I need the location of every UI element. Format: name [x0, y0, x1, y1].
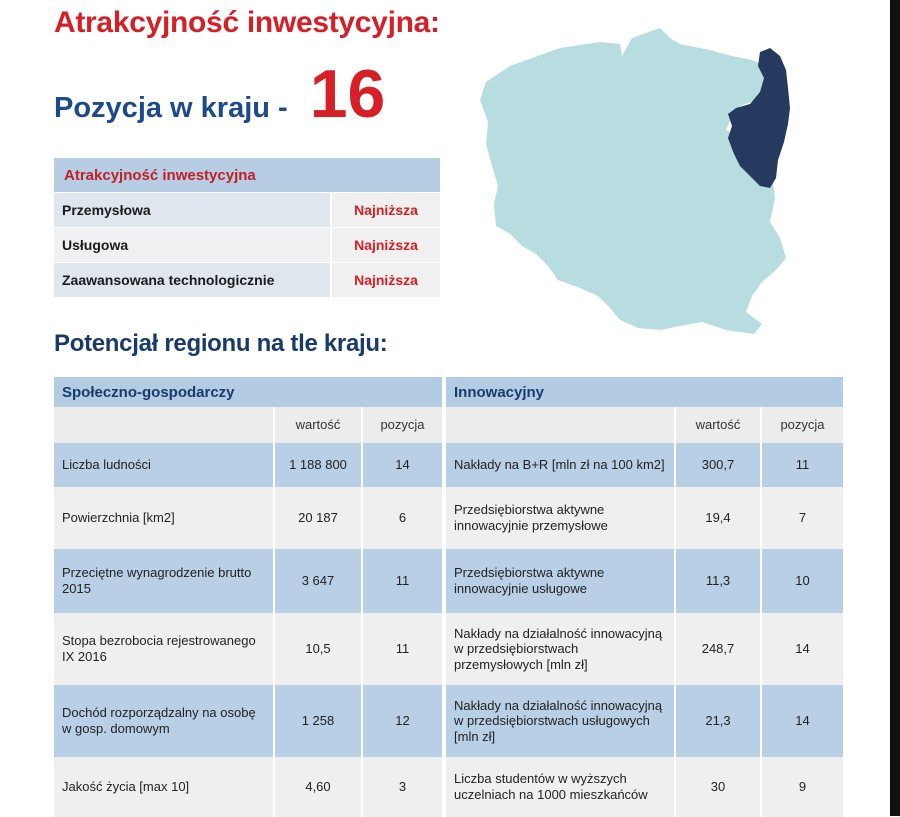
indicator-value: 248,7	[675, 613, 761, 685]
country-position	[54, 56, 386, 132]
attractiveness-label: Zaawansowana technologicznie	[54, 263, 331, 298]
table-row	[54, 685, 843, 757]
indicator-position: 14	[761, 685, 843, 757]
indicator-value: 30	[675, 757, 761, 817]
column-header-position: pozycja	[362, 407, 442, 443]
indicator-value: 19,4	[675, 487, 761, 549]
indicator-value: 3 647	[274, 549, 362, 613]
page-edge	[890, 0, 900, 816]
indicator-position: 14	[761, 613, 843, 685]
indicator-label: Nakłady na działalność innowacyjną w przedsiębiorstwach usługowych [mln zł]	[446, 685, 675, 757]
indicator-label: Nakłady na B+R [mln zł na 100 km2]	[446, 443, 675, 487]
indicator-position: 11	[362, 613, 442, 685]
indicator-label: Liczba ludności	[54, 443, 274, 487]
attractiveness-header: Atrakcyjność inwestycyjna	[54, 158, 440, 193]
indicator-position: 6	[362, 487, 442, 549]
indicator-position: 11	[761, 443, 843, 487]
indicator-value: 21,3	[675, 685, 761, 757]
attractiveness-value: Najniższa	[331, 193, 440, 228]
column-header-value: wartość	[274, 407, 362, 443]
indicator-label: Przeciętne wynagrodzenie brutto 2015	[54, 549, 274, 613]
indicator-label: Przedsiębiorstwa aktywne innowacyjnie przemysłowe	[446, 487, 675, 549]
column-header-position: pozycja	[761, 407, 843, 443]
indicator-label: Powierzchnia [km2]	[54, 487, 274, 549]
indicator-position: 9	[761, 757, 843, 817]
indicator-value: 1 188 800	[274, 443, 362, 487]
position-label: Pozycja w kraju -	[54, 92, 288, 124]
table-row	[54, 487, 843, 549]
indicator-label: Dochód rozporządzalny na osobę w gosp. domowym	[54, 685, 274, 757]
indicator-label: Przedsiębiorstwa aktywne innowacyjnie usługowe	[446, 549, 675, 613]
attractiveness-label: Usługowa	[54, 228, 331, 263]
poland-map	[470, 26, 842, 346]
indicator-value: 300,7	[675, 443, 761, 487]
indicator-position: 11	[362, 549, 442, 613]
indicator-label: Nakłady na działalność innowacyjną w przedsiębiorstwach przemysłowych [mln zł]	[446, 613, 675, 685]
indicator-value: 4,60	[274, 757, 362, 817]
indicator-label: Stopa bezrobocia rejestrowanego IX 2016	[54, 613, 274, 685]
attractiveness-table	[54, 158, 440, 297]
column-header-value: wartość	[675, 407, 761, 443]
indicator-value: 20 187	[274, 487, 362, 549]
indicator-value: 1 258	[274, 685, 362, 757]
table-row	[54, 193, 440, 228]
page-title: Atrakcyjność inwestycyjna:	[54, 6, 440, 39]
potential-table	[54, 377, 843, 817]
table-row	[54, 228, 440, 263]
table-row	[54, 443, 843, 487]
indicator-label: Jakość życia [max 10]	[54, 757, 274, 817]
position-value: 16	[309, 56, 386, 132]
indicator-value: 11,3	[675, 549, 761, 613]
indicator-position: 14	[362, 443, 442, 487]
innovation-header: Innowacyjny	[446, 377, 843, 407]
indicator-value: 10,5	[274, 613, 362, 685]
table-row	[54, 757, 843, 817]
indicator-position: 3	[362, 757, 442, 817]
table-row	[54, 613, 843, 685]
column-headers	[54, 407, 843, 443]
attractiveness-value: Najniższa	[331, 263, 440, 298]
section-title: Potencjał regionu na tle kraju:	[54, 330, 388, 357]
country-shape	[480, 28, 786, 334]
socio-economic-header: Społeczno-gospodarczy	[54, 377, 442, 407]
indicator-label: Liczba studentów w wyższych uczelniach na 1000 mieszkańców	[446, 757, 675, 817]
table-row	[54, 263, 440, 298]
attractiveness-value: Najniższa	[331, 228, 440, 263]
attractiveness-label: Przemysłowa	[54, 193, 331, 228]
indicator-position: 10	[761, 549, 843, 613]
table-row	[54, 549, 843, 613]
indicator-position: 7	[761, 487, 843, 549]
indicator-position: 12	[362, 685, 442, 757]
